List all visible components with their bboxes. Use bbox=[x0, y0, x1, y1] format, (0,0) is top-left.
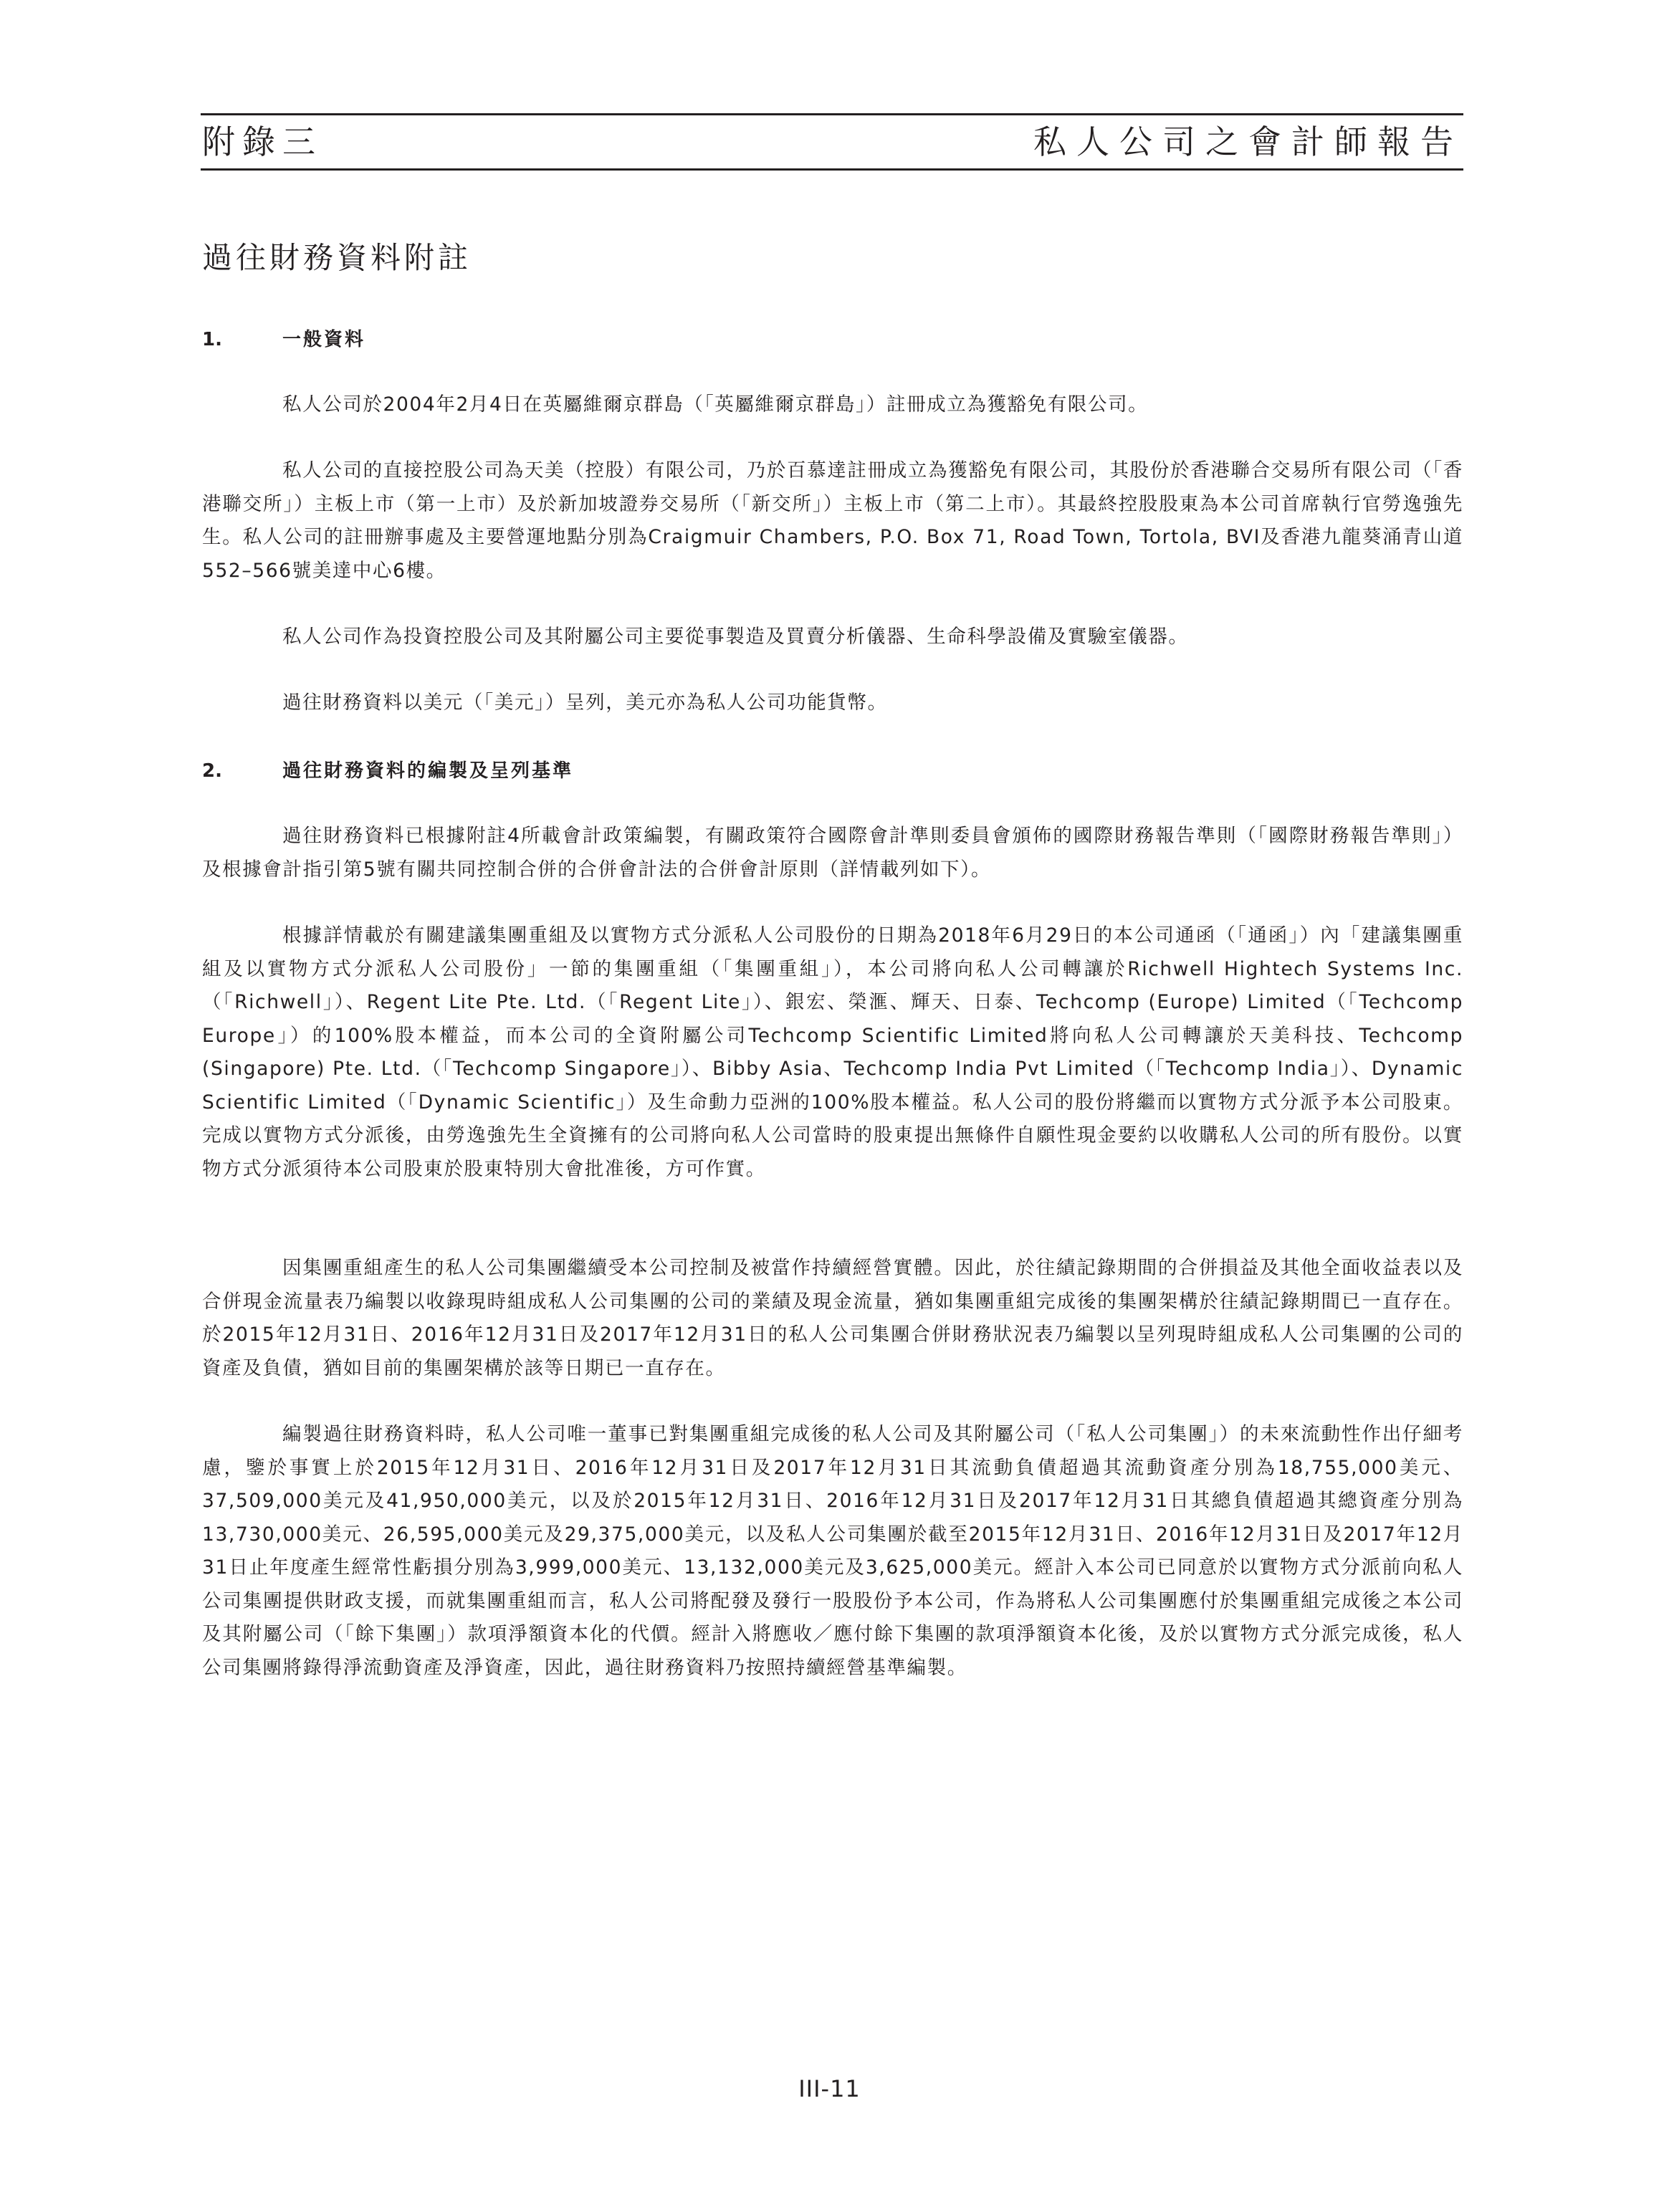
header-bottom-rule bbox=[201, 168, 1463, 171]
appendix-label: 附錄三 bbox=[202, 123, 322, 161]
page-number: III-11 bbox=[798, 2075, 861, 2102]
note-number: 1. bbox=[202, 329, 222, 350]
paragraph: 編製過往財務資料時，私人公司唯一董事已對集團重組完成後的私人公司及其附屬公司（「私人公司集團」）的未來流動性作出仔細考慮，鑒於事實上於2015年12月31日、2016年12月31日及2017年12月31日其流動負債超過其流動資產分別為18,755,000美元、37,509,000美元及41,950,000美元，以及於2015年12月31日、2016年12月31日及2017年12月31日其總負債超過其總資產分別為13,730,000美元、26,595,000美元及29,375,000美元，以及私人公司集團於截至2015年12月31日、2016年12月31日及2017年12月31日止年度產生經常性虧損分別為3,999,000美元、13,132,000美元及3,625,000美元。經計入本公司已同意於以實物方式分派前向私人公司集團提供財政支援，而就集團重組而言，私人公司將配發及發行一股股份予本公司，作為將私人公司集團應付於集團重組完成後之本公司及其附屬公司（「餘下集團」）款項淨額資本化的代價。經計入將應收／應付餘下集團的款項淨額資本化後，及於以實物方式分派完成後，私人公司集團將錄得淨流動資產及淨資產，因此，過往財務資料乃按照持續經營基準編製。 bbox=[202, 1423, 1463, 1679]
paragraph: 私人公司於2004年2月4日在英屬維爾京群島（「英屬維爾京群島」）註冊成立為獲豁免有限公司。 bbox=[282, 393, 1149, 416]
report-title: 私人公司之會計師報告 bbox=[1033, 123, 1463, 161]
note-heading bbox=[202, 758, 573, 784]
paragraph: 過往財務資料以美元（「美元」）呈列，美元亦為私人公司功能貨幣。 bbox=[282, 691, 888, 714]
section-title: 過往財務資料附註 bbox=[202, 240, 472, 275]
paragraph: 私人公司的直接控股公司為天美（控股）有限公司，乃於百慕達註冊成立為獲豁免有限公司，其股份於香港聯合交易所有限公司（「香港聯交所」）主板上市（第一上市）及於新加坡證券交易所（「新交所」）主板上市（第二上市）。其最終控股股東為本公司首席執行官勞逸強先生。私人公司的註冊辦事處及主要營運地點分別為Craigmuir Chambers, P.O. Box 71, Road Town, Tortola, BVI及香港九龍葵涌青山道552–566號美達中心6樓。 bbox=[202, 459, 1463, 582]
paragraph: 過往財務資料已根據附註4所載會計政策編製，有關政策符合國際會計準則委員會頒佈的國際財務報告準則（「國際財務報告準則」）及根據會計指引第5號有關共同控制合併的合併會計法的合併會計原則（詳情載列如下）。 bbox=[202, 825, 1463, 881]
paragraph: 根據詳情載於有關建議集團重組及以實物方式分派私人公司股份的日期為2018年6月29日的本公司通函（「通函」）內「建議集團重組及以實物方式分派私人公司股份」一節的集團重組（「集團重組」），本公司將向私人公司轉讓於Richwell Hightech Systems Inc.（「Richwell」）、Regent Lite Pte. Ltd.（「Regent Lite」）、銀宏、榮滙、輝天、日泰、Techcomp (Europe) Limited（「Techcomp Europe」）的100%股本權益，而本公司的全資附屬公司Techcomp Scientific Limited將向私人公司轉讓於天美科技、Techcomp (Singapore) Pte. Ltd.（「Techcomp Singapore」）、Bibby Asia、Techcomp India Pvt Limited（「Techcomp India」）、Dynamic Scientific Limited（「Dynamic Scientific」）及生命動力亞洲的100%股本權益。私人公司的股份將繼而以實物方式分派予本公司股東。完成以實物方式分派後，由勞逸強先生全資擁有的公司將向私人公司當時的股東提出無條件自願性現金要約以收購私人公司的所有股份。以實物方式分派須待本公司股東於股東特別大會批准後，方可作實。 bbox=[202, 924, 1463, 1180]
paragraph: 私人公司作為投資控股公司及其附屬公司主要從事製造及買賣分析儀器、生命科學設備及實驗室儀器。 bbox=[282, 626, 1189, 648]
header-top-rule bbox=[201, 113, 1463, 115]
note-heading bbox=[202, 327, 365, 353]
paragraph: 因集團重組產生的私人公司集團繼續受本公司控制及被當作持續經營實體。因此，於往績記錄期間的合併損益及其他全面收益表以及合併現金流量表乃編製以收錄現時組成私人公司集團的公司的業績及現金流量，猶如集團重組完成後的集團架構於往績記錄期間已一直存在。於2015年12月31日、2016年12月31日及2017年12月31日的私人公司集團合併財務狀況表乃編製以呈列現時組成私人公司集團的公司的資產及負債，猶如目前的集團架構於該等日期已一直存在。 bbox=[202, 1257, 1463, 1379]
note-title: 過往財務資料的編製及呈列基準 bbox=[282, 760, 574, 782]
note-title: 一般資料 bbox=[282, 329, 366, 350]
note-number: 2. bbox=[202, 760, 222, 782]
